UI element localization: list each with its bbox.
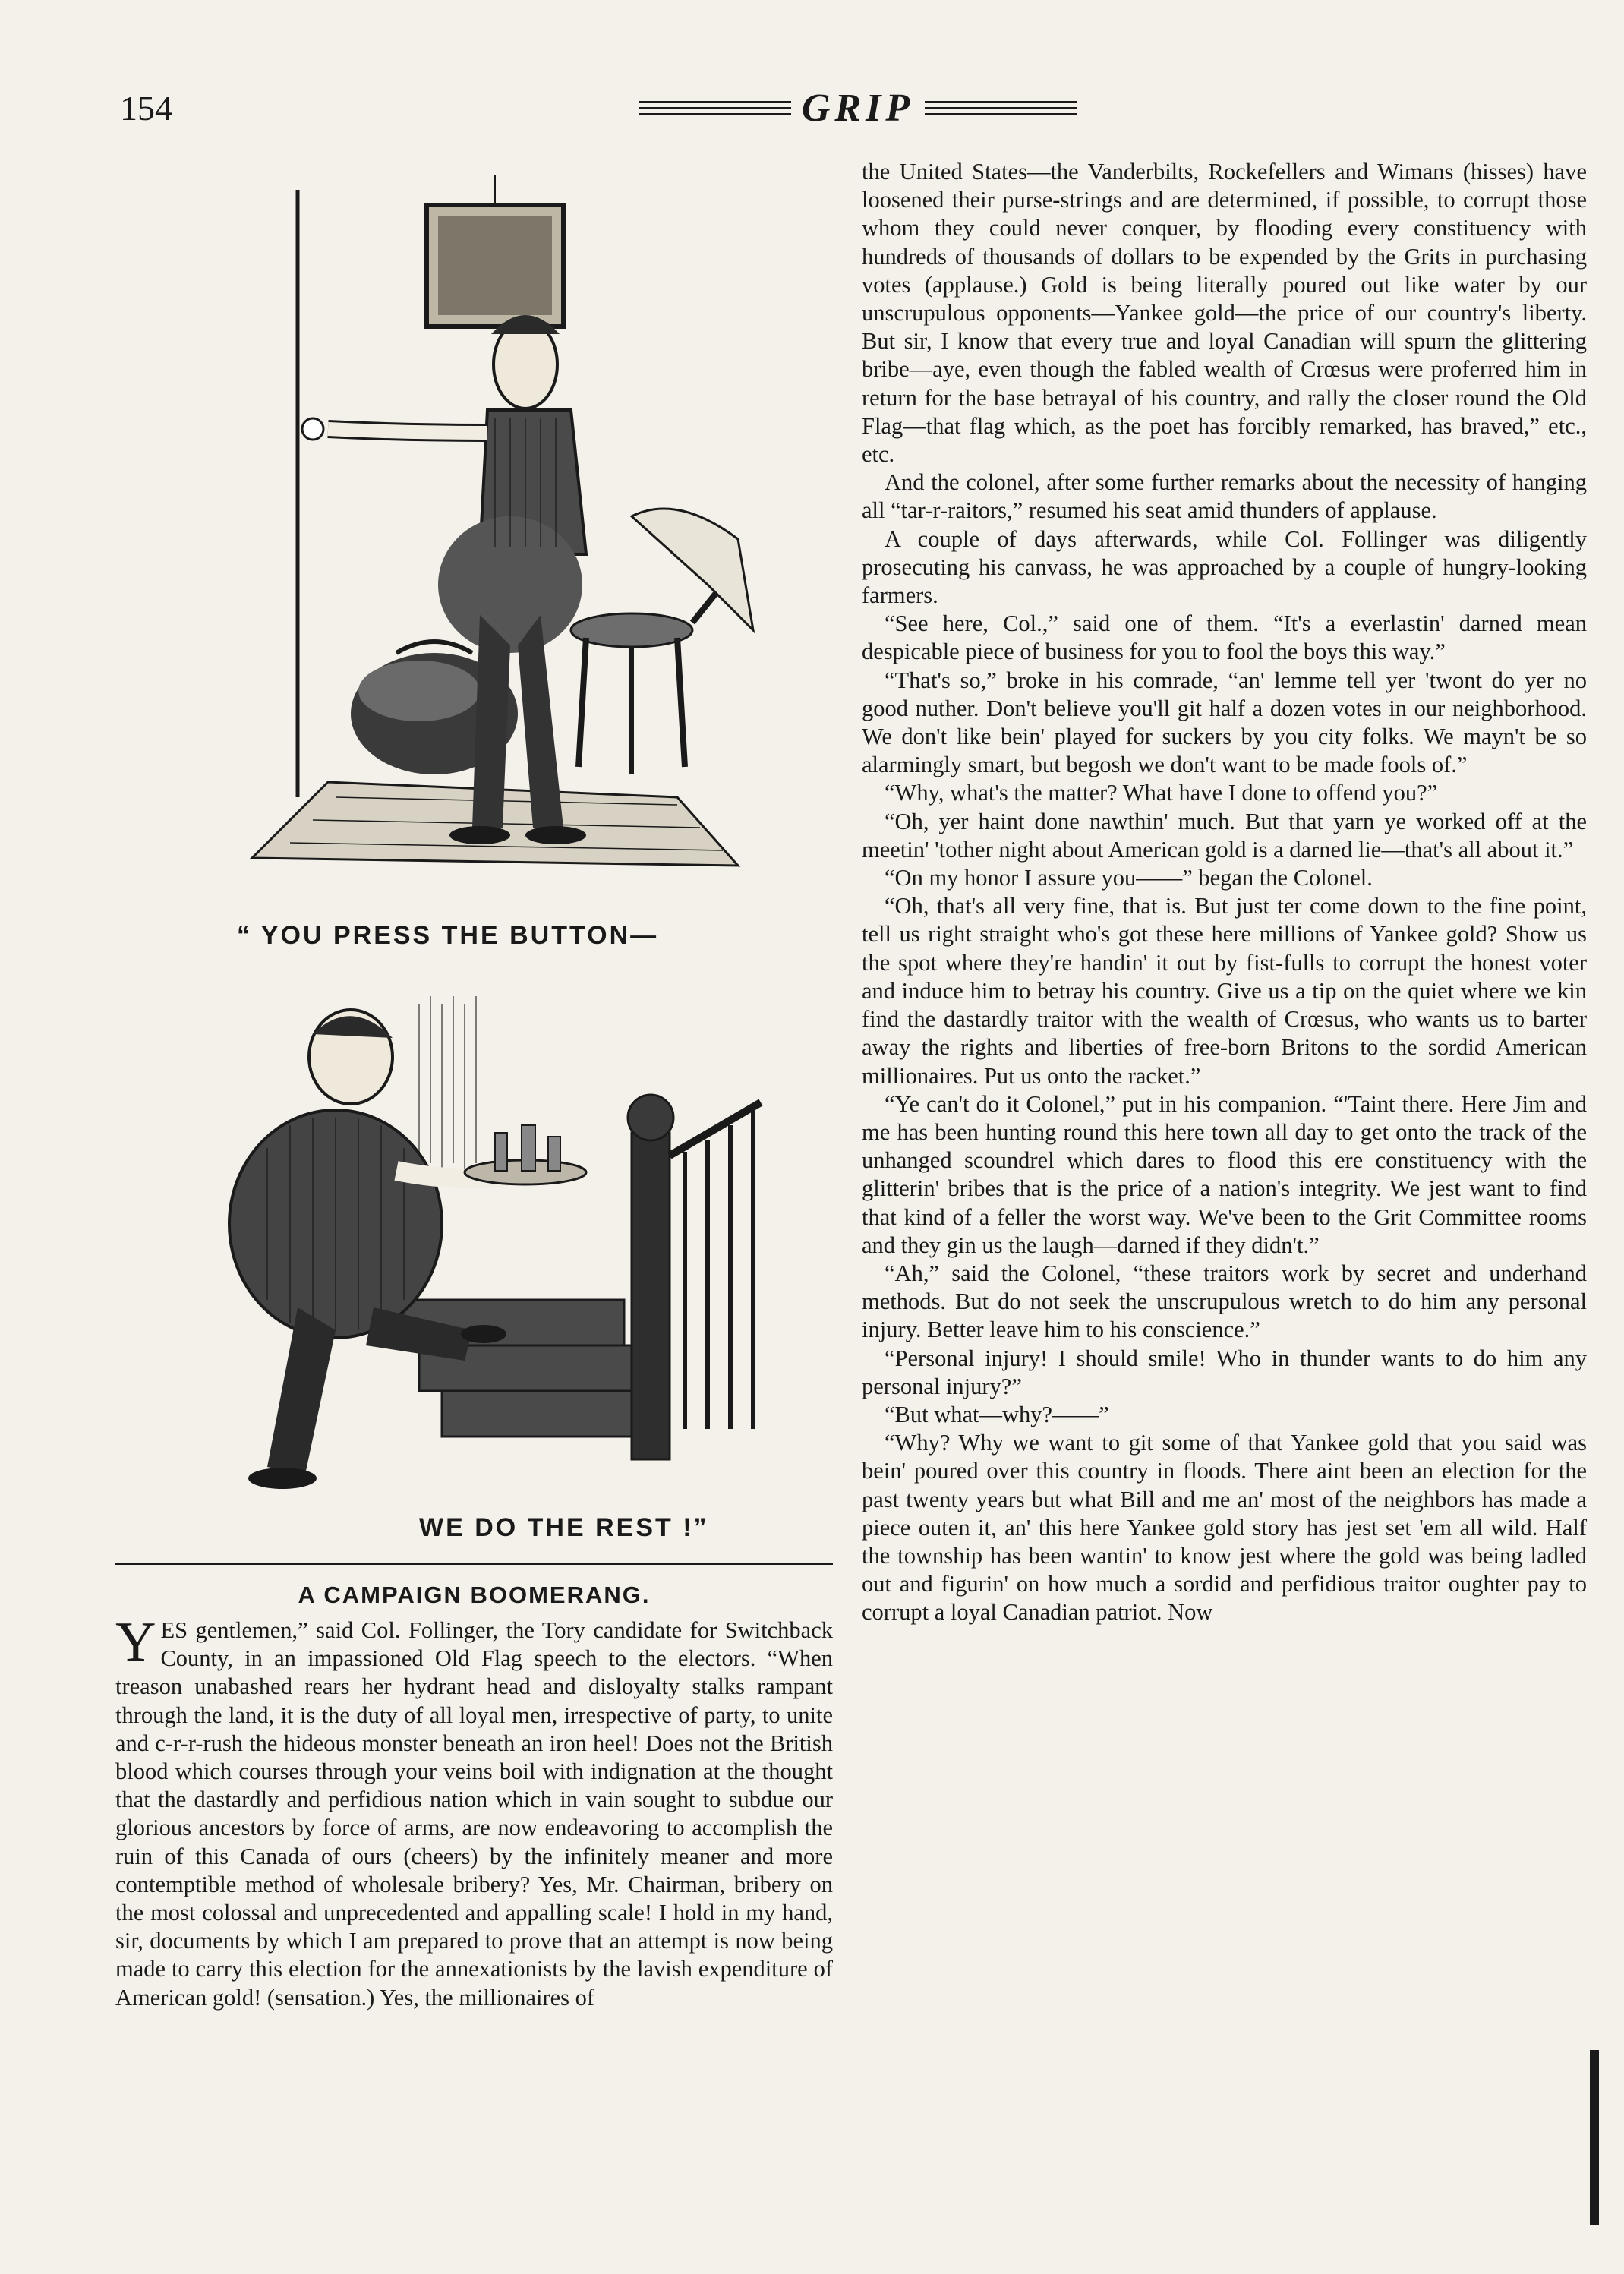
article-paragraph: “Oh, that's all very fine, that is. But just ter come down to the fine point, tell us right straight who's got these here millions of Yankee gold? Show us the spot where they're handin' it out by fist-fulls to corrupt the honest voter and induce him to betray his country. Give us a tip on the quiet where we kin find the dastardly traitor with the wealth of Crœsus, who wants us to barter away the rights and liberties of free-born Britons to the sordid American millionaires. Put us onto the racket.” [862,893,1587,1089]
page-header [0,85,1624,138]
page-edge-mark [1590,2050,1599,2225]
masthead-title: GRIP [801,86,915,130]
article-paragraph: “That's so,” broke in his comrade, “an' lemme tell yer 'twont do yer no good nuther. Don't believe you'll git half a dozen votes in our neighborhood. We don't like bein' played for suckers by you city folks. We mayn't be so alarmingly smart, but begosh we don't want to be made fools of.” [862,667,1587,778]
article-paragraph: “See here, Col.,” said one of them. “It's a everlastin' darned mean despicable piece of business for you to fool the boys this way.” [862,610,1587,665]
article-paragraph: A couple of days afterwards, while Col. Follinger was diligently prosecuting his canvass, he was approached by a couple of hungry-looking farmers. [862,525,1587,609]
masthead-rule-left [639,101,791,115]
right-column [862,158,1587,1627]
article-body-right [862,158,1587,1627]
article-body-left [115,1611,833,2012]
article-title: A CAMPAIGN BOOMERANG. [298,1582,651,1608]
illustration-waiter-with-tray [222,973,768,1505]
article-paragraph: YES gentlemen,” said Col. Follinger, the Tory candidate for Switchback County, in an impassioned Old Flag speech to the electors. “When treason unabashed rears her hydrant head and disloyalty stalks rampant through the land, it is the duty of all loyal men, irrespective of party, to unite and c-r-r-rush the hideous monster beneath an iron heel! Does not the British blood which courses through your veins boil with indignation at the thought that the dastardly and perfidious nation which in vain sought to subdue our glorious ancestors by force of arms, are now endeavoring to accomplish the ruin of this Canada of ours (cheers) by the infinitely meaner and more contemptible method of wholesale bribery? Yes, Mr. Chairman, bribery on the most colossal and unprecedented and appalling scale! I hold in my hand, sir, documents by which I am prepared to prove that an attempt is now being made to carry this election for the annexationists by the lavish expenditure of American gold! (sensation.) Yes, the millionaires of [115,1611,833,2011]
article-paragraph: the United States—the Vanderbilts, Rockefellers and Wimans (hisses) have loosened their purse-strings and are determined, if possible, to corrupt those whom they could never conquer, by flooding every constituency with hundreds of thousands of dollars to be expended by the Grits in purchasing votes (applause.) Gold is being literally poured out like water by our unscrupulous opponents—Yankee gold—the price of our country's liberty. But sir, I know that every true and loyal Canadian will spurn the glittering bribe—aye, even though the fabled wealth of Crœsus were proferred him in return for the base betrayal of his country, and rally the closer round the Old Flag—that flag which, as the poet has forcibly remarked, has braved,” etc., etc. [862,159,1587,468]
drop-cap: Y [115,1611,156,1673]
article-paragraph: “Why, what's the matter? What have I done to offend you?” [885,780,1438,806]
masthead [615,85,1101,131]
masthead-rule-right [925,101,1077,115]
article-paragraph: “But what—why?——” [885,1401,1109,1427]
page-number: 154 [120,89,172,128]
article-paragraph: “Ah,” said the Colonel, “these traitors work by secret and underhand methods. But do not seek the unscrupulous wretch to do him any personal injury. Better leave him to his conscience.” [862,1260,1587,1343]
article-paragraph: “Oh, yer haint done nawthin' much. But that yarn ye worked off at the meetin' 'tother night about American gold is a darned lie—that's all about it.” [862,808,1587,863]
section-divider [115,1563,833,1565]
article-paragraph: “On my honor I assure you——” began the Colonel. [885,865,1373,891]
article-paragraph: And the colonel, after some further remarks about the necessity of hanging all “tar-r-raitors,” resumed his seat amid thunders of applause. [862,469,1587,524]
illustration-caption-2: WE DO THE REST !” [419,1513,709,1542]
illustration-man-pressing-button [207,159,784,911]
article-paragraph: “Why? Why we want to git some of that Yankee gold that you said was bein' poured over this country in floods. There aint been an election for the past twenty years but what Bill and me an' most of the neighbors has made a piece outen it, an' this here Yankee gold story has jest set 'em all wild. Half the township has been wantin' to know jest where the gold was being ladled out and figurin' on how much a sordid and perfidious traitor oughter pay to corrupt a loyal Canadian patriot. Now [862,1430,1587,1626]
left-column [115,159,833,2012]
article-paragraph: “Ye can't do it Colonel,” put in his companion. “'Taint there. Here Jim and me has been hunting round this here town all day to get onto the track of the unhanged scoundrel which dares to flood this ere constituency with the glitterin' bribes that is the price of a nation's integrity. We jest want to find that kind of a feller the worst way. We've been to the Grit Committee rooms and they gin us the laugh—darned if they didn't.” [862,1090,1587,1258]
article-paragraph: “Personal injury! I should smile! Who in thunder wants to do him any personal injury?” [862,1345,1587,1399]
illustration-caption-1: “ YOU PRESS THE BUTTON— [237,921,659,950]
